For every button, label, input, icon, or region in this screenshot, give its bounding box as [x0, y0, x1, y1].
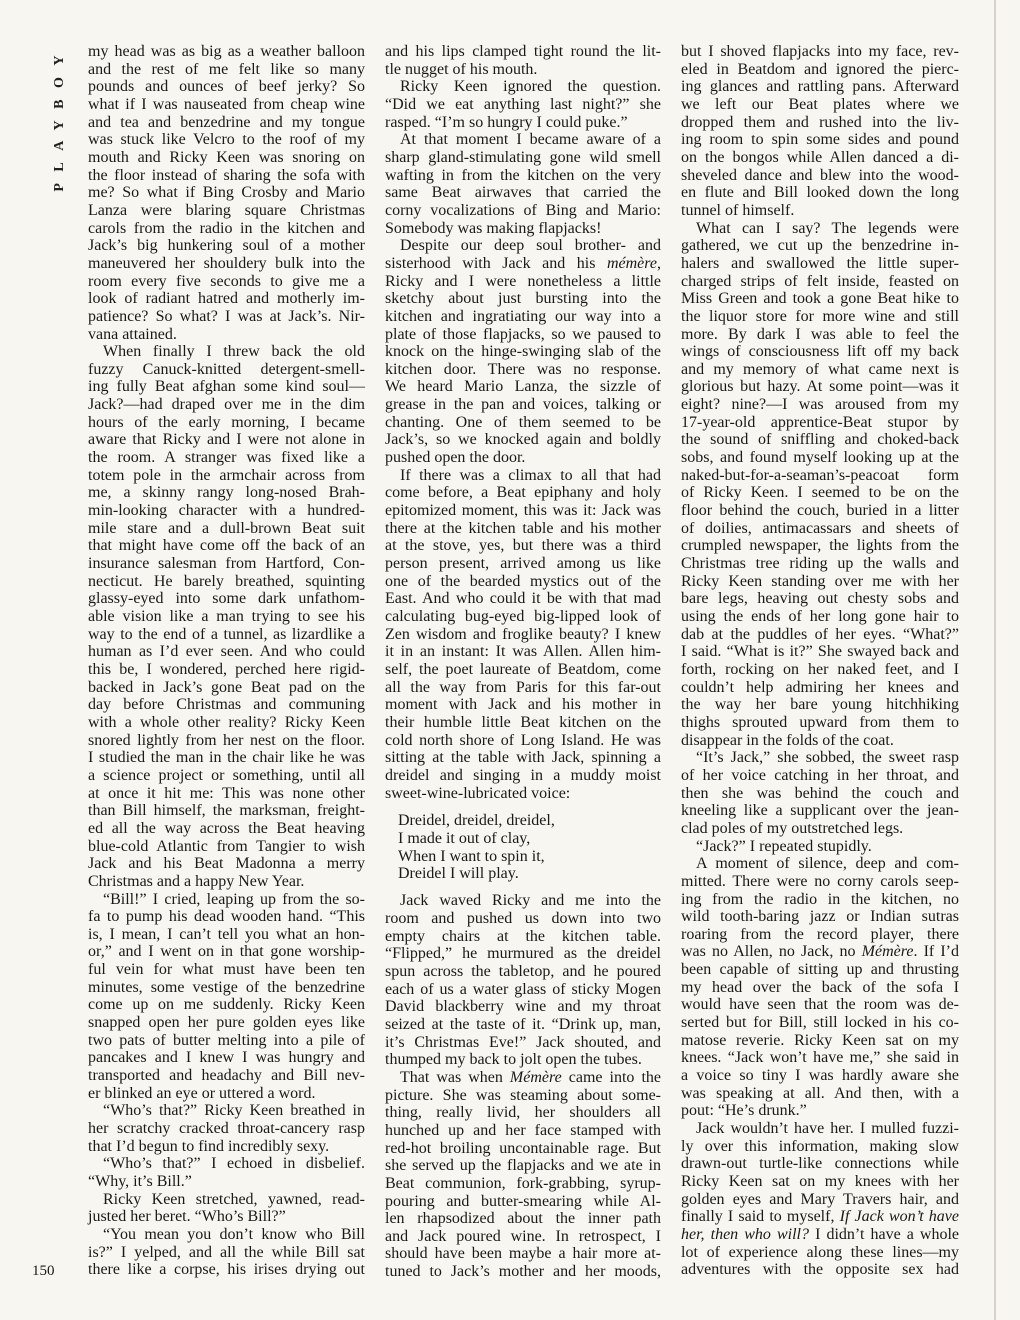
text-line: dab at the puddles of her eyes. “What?” — [681, 625, 959, 643]
paragraph — [681, 838, 959, 856]
text-line: naked-but-for-a-seaman’s-peacoat form — [681, 466, 959, 484]
text-line: vana attained. — [88, 325, 177, 343]
text-line: “Who’s that?” I echoed in disbelief. — [103, 1155, 365, 1173]
text-run: sisterhood with Jack and his — [385, 254, 607, 272]
italic-text: Mémère — [861, 943, 914, 961]
text-line: “Flipped,” he murmured as the dreidel — [385, 945, 661, 963]
verse-block — [385, 812, 661, 883]
text-line: I studied the man in the chair like he was — [88, 749, 365, 767]
text-line: Ricky and I were nonetheless a little — [385, 272, 661, 290]
text-line: knees. “Jack won’t have me,” she said in — [681, 1049, 959, 1067]
text-line: ing glances and rattling pans. Afterward — [681, 78, 959, 96]
text-line: self, the poet laureate of Beatdom, come — [385, 660, 661, 678]
text-line: en flute and Bill looked down the long — [681, 184, 959, 202]
text-line: my head was as big as a weather balloon — [88, 43, 365, 60]
text-line: couldn’t help admiring her knees and — [681, 678, 959, 696]
text-line — [681, 1208, 959, 1226]
text-line: chanting. One of them seemed to be — [385, 413, 661, 431]
text-line: tuned to Jack’s mother and her moods, — [385, 1263, 661, 1281]
paragraph — [385, 892, 661, 1069]
text-line: “Who’s that?” Ricky Keen breathed in — [103, 1102, 365, 1120]
text-line: clad poles of my outstretched legs. — [681, 819, 904, 837]
text-line: spun across the tabletop, and he poured — [385, 962, 661, 980]
text-line — [385, 1069, 661, 1087]
text-line: room every five seconds to give me a — [88, 272, 365, 290]
text-line: is, I mean, I can’t tell you what an hon- — [88, 925, 365, 943]
text-line: come before, a Beat epiphany and holy — [385, 484, 661, 502]
text-line: the room. A stranger was fixed like a — [88, 449, 365, 467]
text-line: ing fully Beat afghan some kind soul— — [88, 378, 365, 396]
text-line: Lanza were blaring square Christmas — [88, 201, 365, 219]
article-column-1 — [88, 43, 365, 1279]
text-line: pouring and butter-smearing while Al- — [385, 1192, 661, 1210]
text-line: tle nugget of his mouth. — [385, 60, 538, 78]
text-line: eight? nine?—I was aroused from my — [681, 396, 959, 414]
text-line: ful vein for what must have been ten — [88, 961, 365, 979]
text-line: hours of the early morning, I became — [88, 413, 365, 431]
text-line: min-looking character with a hundred- — [88, 502, 365, 520]
text-line: red-hot broiling uncontainable rage. But — [385, 1139, 661, 1157]
text-line: look of radiant hatred and motherly im- — [88, 290, 365, 308]
text-line: adventures with the opposite sex had — [681, 1261, 959, 1279]
text-line: then she was behind the couch and — [681, 784, 959, 802]
text-line: cold north shore of Long Island. He was — [385, 731, 661, 749]
text-line: and Jack poured wine. In retrospect, I — [385, 1227, 661, 1245]
text-line: would have seen that the room was de- — [681, 996, 959, 1014]
text-line: David blackberry wine and my throat — [385, 998, 661, 1016]
text-line: empty chairs at the kitchen table. — [385, 927, 661, 945]
text-run: came into the — [561, 1068, 662, 1086]
text-line: Christmas tree riding up the walls and — [681, 555, 959, 573]
text-line: maneuvered her shouldery bulk into the — [88, 254, 365, 272]
text-line: is?” I yelped, and all the while Bill sat — [88, 1243, 365, 1261]
paragraph — [385, 467, 661, 802]
text-line: carols from the radio in the kitchen and — [88, 219, 365, 237]
playboy-masthead: PLAYBOY — [52, 44, 67, 192]
text-line: same Beat airwaves that carried the — [385, 184, 661, 202]
text-line: there at the kitchen table and his mother — [385, 519, 661, 537]
text-line: on the bongos while Allen danced a di- — [681, 148, 959, 166]
paragraph — [88, 1155, 365, 1190]
text-line: aware that Ricky and I were not alone in — [88, 431, 365, 449]
text-line: my head over the back of the sofa I — [681, 978, 959, 996]
text-line: ly over this information, making slow — [681, 1137, 959, 1155]
paragraph — [88, 891, 365, 1103]
text-line: it in an instant: It was Allen. Allen him- — [385, 643, 661, 661]
text-line: roaring from the record player, there — [681, 925, 959, 943]
text-line: but I shoved flapjacks into my face, rev- — [681, 43, 959, 60]
text-line: wings of consciousness lift off my back — [681, 343, 959, 361]
paragraph — [681, 749, 959, 837]
text-line: fuzzy Canuck-knitted detergent-smell- — [88, 360, 365, 378]
text-line: pout: “He’s drunk.” — [681, 1102, 807, 1120]
text-line: glassy-eyed into some dark unfathom- — [88, 590, 365, 608]
text-line: snored lightly from her nest on the floor. — [88, 731, 365, 749]
text-line: blue-cold Atlantic from Tangier to wish — [88, 837, 365, 855]
text-line — [681, 943, 959, 961]
text-line: sharp gland-stimulating gone wild smell — [385, 148, 661, 166]
text-line: wild tooth-baring jazz or Indian sutras — [681, 908, 959, 926]
page-number: 150 — [32, 1263, 55, 1279]
text-line: hunched up and her face stamped with — [385, 1121, 661, 1139]
page-edge — [994, 0, 996, 1320]
text-line: thumped my back to jolt open the tubes. — [385, 1051, 642, 1069]
text-line: kneeling like a supplicant over the jean- — [681, 802, 959, 820]
text-line: len rhapsodized about the inner path — [385, 1210, 661, 1228]
text-line: way to the end of a tunnel, as lizardlike a — [88, 625, 365, 643]
verse-line: I made it out of clay, — [398, 829, 531, 847]
text-line: halers and swallowed the little super- — [681, 254, 959, 272]
text-line: sketchy about just bursting into the — [385, 290, 661, 308]
text-line: epitomized moment, this was it: Jack was — [385, 502, 661, 520]
text-line: thing, really livid, her shoulders all — [385, 1104, 661, 1122]
paragraph — [88, 43, 365, 343]
text-line: golden eyes and Mary Travers hair, and — [681, 1190, 959, 1208]
text-line: mile stare and a dull-brown Beat suit — [88, 519, 365, 537]
text-line: kitchen door. There was no response. — [385, 360, 661, 378]
text-line: grease in the pan and voices, talking or — [385, 396, 661, 414]
text-line: forth, rocking on her naked feet, and I — [681, 660, 959, 678]
text-line: ing from the radio in the kitchen, no — [681, 890, 959, 908]
text-line: that might have come off the back of an — [88, 537, 365, 555]
text-line: her scratchy cracked throat-cancery rasp — [88, 1120, 365, 1138]
text-line: We heard Mario Lanza, the sizzle of — [385, 378, 661, 396]
text-line: Jack’s big hunkering soul of a mother — [88, 237, 365, 255]
text-line: we left our Beat plates where we — [681, 95, 959, 113]
text-line: plate of those flapjacks, so we paused to — [385, 325, 661, 343]
text-line: I said. “What is it?” She swayed back and — [681, 643, 959, 661]
paragraph — [88, 1191, 365, 1226]
text-line: all the way from Paris for this far-out — [385, 678, 661, 696]
text-line: ed all the way across the Beat heaving — [88, 819, 365, 837]
paragraph — [88, 343, 365, 890]
text-line: backed in Jack’s gone Beat pad on the — [88, 678, 365, 696]
text-line: Ricky Keen ignored the question. — [400, 78, 661, 96]
verse-line: Dreidel I will play. — [398, 865, 519, 883]
text-line: ing room to spin some sides and pound — [681, 131, 959, 149]
verse-line: Dreidel, dreidel, dreidel, — [398, 812, 555, 830]
text-line: the way her bare young hitchhiking — [681, 696, 959, 714]
text-line: totem pole in the armchair across from — [88, 466, 365, 484]
text-line: If there was a climax to all that had — [400, 466, 661, 484]
text-line: at once it hit me: This was none other — [88, 784, 365, 802]
text-line: and my memory of what came next is — [681, 360, 959, 378]
text-line: was speaking at all. And then, with a — [681, 1084, 959, 1102]
text-line: Beat communion, fork-grabbing, syrup- — [385, 1174, 661, 1192]
text-line: floor behind the couch, buried in a litter — [681, 502, 959, 520]
text-line: than Bill himself, the marksman, freight- — [88, 802, 365, 820]
text-run: was no Allen, no Jack, no — [681, 943, 862, 961]
text-line: matose reverie. Ricky Keen sat on my — [681, 1031, 959, 1049]
text-run: That was when — [400, 1068, 510, 1086]
text-line: Jack waved Ricky and me into the — [400, 892, 661, 910]
text-line: pounds and ounces of beef jerky? So — [88, 78, 365, 96]
text-line: two pats of butter melting into a pile of — [88, 1031, 365, 1049]
text-line: lot of experience along these lines—my — [681, 1243, 959, 1261]
text-run: finally I said to myself, — [681, 1208, 840, 1226]
text-line: At that moment I became aware of a — [400, 131, 661, 149]
text-line: with a whole other reality? Ricky Keen — [88, 713, 365, 731]
text-line: transported and headachy and Bill nev- — [88, 1067, 365, 1085]
text-line: what if I was nauseated from cheap wine — [88, 95, 365, 113]
text-line: and tea and benzedrine and my tongue — [88, 113, 365, 131]
text-line: day before Christmas and communing — [88, 696, 365, 714]
text-line: “Why, it’s Bill.” — [88, 1173, 192, 1190]
text-line: and the rest of me felt like so many — [88, 60, 365, 78]
text-line: kitchen and ingratiating our way into a — [385, 307, 661, 325]
text-line: dropped them and rushed into the liv- — [681, 113, 959, 131]
text-line — [681, 1226, 959, 1244]
text-line: at the stove, yes, but there was a third — [385, 537, 661, 555]
italic-text: her, then who will? — [681, 1225, 809, 1243]
text-line: come up on me suddenly. Ricky Keen — [88, 996, 365, 1014]
text-line: pancakes and I knew I was hungry and — [88, 1049, 365, 1067]
text-run: , — [657, 254, 661, 272]
text-line: the floor instead of sharing the sofa with — [88, 166, 365, 184]
text-line: picture. She was steaming about some- — [385, 1086, 661, 1104]
text-line: sweet-wine-lubricated voice: — [385, 784, 571, 802]
text-line: the liquor store for more wine and still — [681, 307, 959, 325]
text-line: disappear in the folds of the coat. — [681, 731, 894, 749]
text-line: insurance salesman from Hartford, Con- — [88, 555, 365, 573]
text-line: Somebody was making flapjacks! — [385, 219, 602, 237]
text-line: snapped open her pure golden eyes like — [88, 1014, 365, 1032]
text-line: er blinked an eye or uttered a word. — [88, 1084, 316, 1102]
text-line: mouth and Ricky Keen was snoring on — [88, 148, 365, 166]
text-line: the sound of sniffling and choked-back — [681, 431, 959, 449]
text-line: wafting in from the kitchen on the very — [385, 166, 661, 184]
text-line: room and pushed us down into two — [385, 910, 661, 927]
text-line: me, a skinny rangy long-nosed Brah- — [88, 484, 365, 502]
text-line: dreidel and singing in a muddy moist — [385, 766, 661, 784]
text-line: “It’s Jack,” she sobbed, the sweet rasp — [696, 749, 959, 767]
text-line: “Did we eat anything last night?” she — [385, 95, 661, 113]
paragraph — [88, 1226, 365, 1279]
text-line: Ricky Keen sat on my knees with her — [681, 1173, 959, 1190]
text-line: gathered, we cut up the benzedrine in- — [681, 237, 959, 255]
text-line: knock on the hinge-swinging slab of the — [385, 343, 661, 361]
text-line: bare legs, heaving out chesty sobs and — [681, 590, 959, 608]
text-line: of doilies, antimacassars and sheets of — [681, 519, 959, 537]
text-line: patience? So what? I was at Jack’s. Nir- — [88, 307, 365, 325]
text-line: Jack’s, so we knocked again and boldly — [385, 431, 661, 449]
text-run: . If I’d — [913, 943, 959, 961]
text-line: eled in Beatdom and ignored the pierc- — [681, 60, 959, 78]
text-line: necticut. He barely breathed, squinting — [88, 572, 365, 590]
text-line: serted but for Bill, still locked in his co- — [681, 1014, 959, 1032]
verse-line: When I want to spin it, — [398, 847, 545, 865]
paragraph — [681, 220, 959, 750]
text-line: corny vocalizations of Bing and Mario: — [385, 201, 661, 219]
text-line: able vision like a man trying to see his — [88, 608, 365, 625]
paragraph — [385, 1069, 661, 1281]
text-line: minutes, some vestige of the benzedrine — [88, 978, 365, 996]
text-line: more. By dark I was able to feel the — [681, 325, 959, 343]
text-line: Jack and his Beat Madonna a merry — [88, 855, 365, 873]
text-line: been capable of sitting up and thrusting — [681, 961, 959, 979]
paragraph — [385, 237, 661, 467]
text-line: me? So what if Bing Crosby and Mario — [88, 184, 365, 202]
text-line: of Ricky Keen. I seemed to be on the — [681, 484, 959, 502]
text-line: tunnel of himself. — [681, 201, 795, 219]
text-line: “You mean you don’t know who Bill — [103, 1225, 365, 1243]
text-run: I didn’t have a whole — [809, 1225, 960, 1243]
text-line: What can I say? The legends were — [696, 219, 959, 237]
text-line: human as I’d ever seen. And who could — [88, 643, 365, 661]
text-line: Despite our deep soul brother- and — [400, 237, 661, 255]
paragraph — [88, 1102, 365, 1155]
text-line: each of us a water glass of sticky Mogen — [385, 980, 661, 998]
text-line: sitting at the table with Jack, spinning a — [385, 749, 661, 767]
paragraph — [385, 131, 661, 237]
text-line: and his lips clamped tight round the lit- — [385, 43, 661, 60]
text-line: Ricky Keen standing over me with her — [681, 572, 959, 590]
text-line: fa to pump his dead wooden hand. “This — [88, 908, 365, 926]
text-line: using the ends of her long gone hair to — [681, 608, 959, 625]
text-line: Zen wisdom and froglike beauty? I knew — [385, 625, 661, 643]
text-line: A moment of silence, deep and com- — [696, 855, 959, 873]
paragraph — [681, 855, 959, 1120]
text-line: seized at the taste of it. “Drink up, man, — [385, 1015, 661, 1033]
text-line: this be, I wondered, perched here rigid- — [88, 660, 365, 678]
paragraph — [385, 78, 661, 131]
article-column-2 — [385, 43, 661, 1281]
text-line: justed her beret. “Who’s Bill?” — [88, 1208, 286, 1226]
text-line: should have been maybe a hair more at- — [385, 1245, 661, 1263]
text-line: Miss Green and took a gone Beat hike to — [681, 290, 959, 308]
text-line: of her voice catching in her throat, and — [681, 766, 959, 784]
text-line: or,” and I went on in that gone worship- — [88, 943, 365, 961]
italic-text: If Jack won’t have — [839, 1208, 960, 1226]
text-line: Jack?—had draped over me in the dim — [88, 396, 365, 414]
paragraph — [681, 43, 959, 220]
text-line: When finally I threw back the old — [103, 343, 365, 361]
text-line: was stuck like Velcro to the roof of my — [88, 131, 365, 149]
text-line: “Bill!” I cried, leaping up from the so- — [103, 890, 365, 908]
article-column-3 — [681, 43, 959, 1279]
text-line: person present, arrived among us like — [385, 555, 661, 573]
text-line: Jack wouldn’t have her. I mulled fuzzi- — [696, 1120, 959, 1138]
text-line: calculating bug-eyed big-lipped look of — [385, 608, 661, 625]
text-line: Ricky Keen stretched, yawned, read- — [103, 1190, 365, 1208]
text-line: glorious but hazy. At some point—was it — [681, 378, 959, 396]
text-line: Christmas and a happy New Year. — [88, 872, 305, 890]
text-line: charged strips of felt inside, feasted on — [681, 272, 959, 290]
text-line — [385, 255, 661, 273]
text-line: drawn-out turtle-like connections while — [681, 1155, 959, 1173]
text-line: rasped. “I’m so hungry I could puke.” — [385, 113, 628, 131]
italic-text: mémère — [606, 254, 657, 272]
text-line: crumpled newspaper, the lights from the — [681, 537, 959, 555]
text-line: that I’d begun to find incredibly sexy. — [88, 1137, 330, 1155]
text-line: 17-year-old apprentice-Beat stupor by — [681, 413, 959, 431]
text-line: there like a corpse, his irises drying out — [88, 1261, 365, 1279]
paragraph — [385, 43, 661, 78]
text-line: sobs, and found myself looking up at the — [681, 449, 959, 467]
text-line: it’s Christmas Eve!” Jack shouted, and — [385, 1033, 661, 1051]
text-line: one of the bearded mystics out of the — [385, 572, 661, 590]
italic-text: Mémère — [509, 1068, 562, 1086]
text-line: pushed open the door. — [385, 449, 526, 467]
paragraph — [681, 1120, 959, 1279]
text-line: East. And who could it be with that mad — [385, 590, 661, 608]
text-line: a voice so tiny I was hardly aware she — [681, 1067, 959, 1085]
text-line: a science project or something, until all — [88, 766, 365, 784]
text-line: sheveled dance and blew into the wood- — [681, 166, 959, 184]
text-line: “Jack?” I repeated stupidly. — [696, 837, 872, 855]
text-line: their humble little Beat kitchen on the — [385, 713, 661, 731]
text-line: thighs sprouted upward from them to — [681, 713, 959, 731]
text-line: she served up the flapjacks and we ate in — [385, 1157, 661, 1175]
text-line: moment with Jack and his mother in — [385, 696, 661, 714]
text-line: mitted. There were no corny carols seep- — [681, 872, 959, 890]
